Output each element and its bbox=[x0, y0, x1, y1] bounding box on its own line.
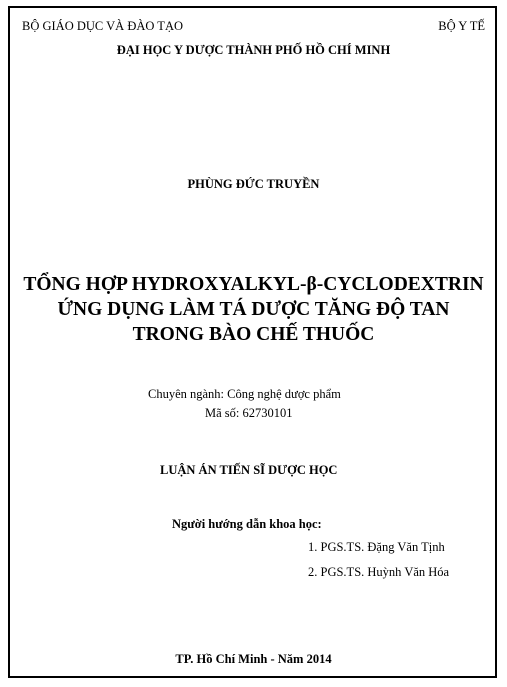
advisor-item: 2. PGS.TS. Huỳnh Văn Hóa bbox=[308, 565, 450, 579]
title-line-3: TRONG BÀO CHẾ THUỐC bbox=[132, 324, 375, 345]
specialty-code: Mã số: 62730101 bbox=[205, 406, 293, 420]
author-name: PHÙNG ĐỨC TRUYỀN bbox=[187, 177, 320, 191]
advisor-item: 1. PGS.TS. Đặng Văn Tịnh bbox=[308, 540, 445, 554]
title-line-2: ỨNG DỤNG LÀM TÁ DƯỢC TĂNG ĐỘ TAN bbox=[57, 299, 450, 320]
advisors-heading: Người hướng dẫn khoa học: bbox=[172, 517, 322, 531]
specialty: Chuyên ngành: Công nghệ dược phẩm bbox=[148, 387, 341, 401]
university-name: ĐẠI HỌC Y DƯỢC THÀNH PHỐ HỒ CHÍ MINH bbox=[116, 43, 391, 57]
ministry-health: BỘ Y TẾ bbox=[438, 19, 485, 33]
title-line-1: TỔNG HỢP HYDROXYALKYL-β-CYCLODEXTRIN bbox=[23, 274, 484, 295]
thesis-type: LUẬN ÁN TIẾN SĨ DƯỢC HỌC bbox=[160, 463, 338, 477]
place-and-year: TP. Hồ Chí Minh - Năm 2014 bbox=[175, 652, 332, 666]
ministry-education: BỘ GIÁO DỤC VÀ ĐÀO TẠO bbox=[22, 19, 183, 33]
